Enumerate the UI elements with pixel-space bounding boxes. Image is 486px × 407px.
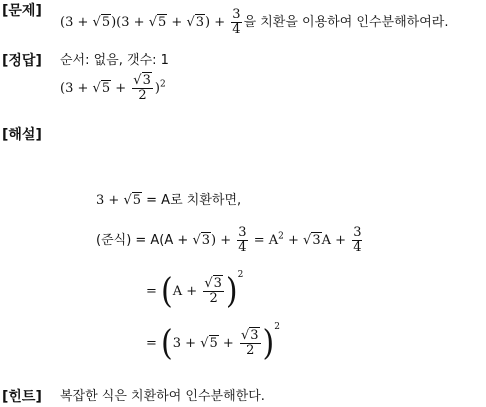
- sqrt-5: √5: [148, 15, 167, 30]
- answer-expr-a: (3 +: [60, 81, 89, 96]
- answer-info: 순서: 없음, 갯수: 1: [60, 53, 169, 68]
- solution-label: [해설]: [2, 127, 42, 143]
- sqrt-5: √5: [92, 81, 111, 96]
- solution-step-4: [146, 318, 280, 364]
- big-paren-close: ): [262, 322, 275, 364]
- step2-b: ) +: [211, 233, 232, 248]
- step2-d: +: [288, 233, 299, 248]
- problem-expr-b: )(3 +: [111, 15, 145, 30]
- step4-b: +: [222, 336, 234, 351]
- problem-label: [문제]: [2, 3, 42, 19]
- fraction-sqrt3-2: $\frac{√3}{2}$: [204, 276, 222, 306]
- problem-tail: 을 치환을 이용하여 인수분해하여라.: [243, 15, 449, 30]
- fraction-sqrt3-2: $\frac{√3}{2}$: [240, 328, 259, 358]
- problem-text: [60, 8, 448, 37]
- step3-exponent: 2: [237, 270, 244, 280]
- problem-expr-a: (3 +: [60, 15, 89, 30]
- solution-step-1: [96, 192, 241, 210]
- step2-a: (준식) = A(A +: [96, 233, 189, 248]
- answer-expr-b: +: [115, 81, 127, 96]
- sqrt-5: √5: [92, 15, 111, 30]
- step3-a: A +: [172, 284, 198, 299]
- step2-c: = A: [253, 233, 279, 248]
- big-paren-open: (: [161, 322, 173, 364]
- step4-exponent: 2: [274, 322, 280, 332]
- sqrt-5: √5: [200, 336, 218, 351]
- solution-step-2: [96, 226, 364, 255]
- sqrt-3: √3: [192, 233, 211, 248]
- answer-expr: [60, 74, 166, 103]
- fraction-sqrt3-2: $\frac{√3}{2}$: [133, 73, 151, 103]
- sqrt-3: √3: [303, 233, 321, 248]
- big-paren-open: (: [161, 270, 173, 312]
- answer-expr-c: ): [154, 81, 160, 96]
- big-paren-close: ): [225, 270, 238, 312]
- step2-e: A +: [321, 233, 347, 248]
- answer-exponent: 2: [159, 79, 166, 90]
- fraction-3-4: $\frac{3}{4}$: [238, 225, 247, 255]
- fraction-3-4: $\frac{3}{4}$: [353, 225, 362, 255]
- equals-sign: =: [146, 336, 157, 351]
- step2-exponent: 2: [278, 231, 284, 242]
- hint-label: [힌트]: [2, 389, 42, 405]
- step1-a: 3 +: [96, 193, 120, 208]
- solution-step-3: [146, 266, 244, 312]
- sqrt-5: √5: [123, 193, 142, 208]
- sqrt-3: √3: [186, 15, 205, 30]
- step4-a: 3 +: [172, 336, 197, 351]
- problem-expr-c: +: [171, 15, 183, 30]
- hint-text: 복잡한 식은 치환하여 인수분해한다.: [60, 389, 265, 404]
- equals-sign: =: [146, 284, 157, 299]
- problem-expr-d: ) +: [205, 15, 226, 30]
- step1-b: = A로 치환하면,: [146, 193, 242, 208]
- answer-label: [정답]: [2, 53, 42, 69]
- fraction-3-4: $\frac{3}{4}$: [232, 7, 241, 37]
